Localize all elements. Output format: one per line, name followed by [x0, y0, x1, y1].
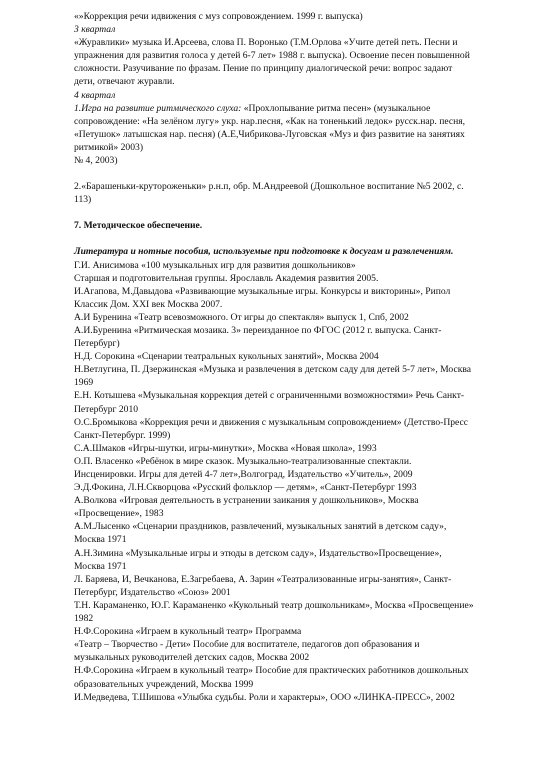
reference-item: С.А.Шмаков «Игры-шутки, игры-минутки», Москва «Новая школа», 1993 [74, 442, 377, 454]
document-page [74, 10, 474, 704]
item-2-paragraph: 2.«Барашеньки-крутороженьки» р.н.п, обр. М.Андреевой (Дошкольное воспитание №5 2002, с. 113) [74, 181, 464, 206]
reference-item: Н.Ветлугина, П. Дзержинская «Музыка и развлечения в детском саду для детей 5-7 лет», Москва 1969 [74, 364, 472, 389]
reference-item: О.П. Власенко «Ребёнок в мире сказок. Музыкально-театрализованные спектакли. Инсценировки. Игры для детей 4-7 лет»,Волгоград, Издательство «Учитель», 2009 [74, 455, 413, 480]
reference-item: И.Медведева, Т.Шишова «Улыбка судьбы. Роли и характеры», ООО «ЛИНКА-ПРЕСС», 2002 [74, 691, 455, 703]
reference-item: А.М.Лысенко «Сценарии праздников, развлечений, музыкальных занятий в детском саду», Москва 1971 [74, 521, 447, 546]
reference-item: А.Н.Зимина «Музыкальные игры и этюды в детском саду», Издательство»Просвещение», Москва 1971 [74, 547, 442, 572]
reference-item: Н.Ф.Сорокина «Играем в кукольный театр» Пособие для практических работников дошкольных образовательных учреждений, Москва 1999 [74, 665, 469, 690]
reference-item: А.И.Буренина «Ритмическая мозаика. 3» переизданное по ФГОС (2012 г. выпуска. Санкт-Петербург) [74, 324, 442, 350]
quarter-3-text: «Журавлики» музыка И.Арсеева, слова П. Воронько (Т.М.Орлова «Учите детей петь. Песни и упражнения для развития голоса у детей 6-7 лет» 1988 г. выпуска). Освоение песен повышенной сложности. Разучивание по фразам. Пение по принципу диалогической речи: вопрос задают дети, отвечают журавли. [74, 37, 470, 88]
intro-line: «»Коррекция речи идвижения с муз сопровождением. 1999 г. выпуска) [74, 11, 363, 22]
reference-item: Л. Баряева, И, Вечканова, Е.Загребаева, А. Зарин «Театрализованные игры-занятия», Санкт-Петербург, Издательство «Союз» 2001 [74, 573, 452, 598]
reference-item: О.С.Бромыкова «Коррекция речи и движения с музыкальным сопровождением» (Детство-Пресс Санкт-Петербург. 1999) [74, 416, 469, 441]
rhythm-game-paragraph [74, 102, 474, 154]
rhythm-game-label: 1.Игра на развитие ритмического слуха: [74, 102, 242, 114]
reference-item: Г.И. Анисимова «100 музыкальных игр для развития дошкольников» [74, 259, 356, 271]
references-list [74, 259, 474, 704]
reference-item: Н.Д. Сорокина «Сценарии театральных кукольных занятий», Москва 2004 [74, 351, 379, 363]
reference-item: Старшая и подготовительная группы. Ярославль Академия развития 2005. [74, 272, 379, 284]
rhythm-game-text: «Прохлопывание ритма песен» (музыкальное сопровождение: «На зелёном лугу» укр. нар.песня, «Как на тоненький ледок» русск.нар. песня, «Петушок» латышская нар. песня) (А.Е,Чибрикова-Луговская «Муз и физ развитие на занятиях ритмикой» 2003) [74, 102, 466, 153]
reference-item: И.Агапова, М.Давыдова «Развивающие музыкальные игры. Конкурсы и викторины», Рипол Классик Дом. XXI век Москва 2007. [74, 285, 451, 310]
reference-item: А.И Буренина «Театр всевозможного. От игры до спектакля» выпуск 1, Спб, 2002 [74, 311, 409, 323]
quarter-3-label: 3 квартал [74, 24, 116, 36]
reference-item: Н.Ф.Сорокина «Играем в кукольный театр» Программа [74, 626, 302, 638]
section-heading: 7. Методическое обеспечение. [74, 220, 203, 232]
rhythm-game-tail: № 4, 2003) [74, 155, 118, 167]
reference-item: Е.Н. Котышева «Музыкальная коррекция детей с ограниченными возможностями» Речь Санкт-Петербург 2010 [74, 390, 465, 415]
reference-item: «Театр – Творчество - Дети» Пособие для воспитателе, педагогов доп образования и музыкальных руководителей детских садов, Москва 2002 [74, 639, 420, 664]
section-subheading: Литература и нотные пособия, используемые при подготовке к досугам и развлечениям. [74, 246, 454, 258]
reference-item: Т.Н. Караманенко, Ю.Г. Караманенко «Кукольный театр дошкольникам», Москва «Просвещение» 1982 [74, 599, 474, 625]
quarter-4-label: 4 квартал [74, 89, 116, 101]
reference-item: А.Волкова «Игровая деятельность в устранении заикания у дошкольников», Москва «Просвещение», 1983 [74, 495, 419, 520]
reference-item: Э.Д.Фокина, Л.Н.Скворцова «Русский фольклор — детям», «Санкт-Петербург 1993 [74, 482, 417, 494]
